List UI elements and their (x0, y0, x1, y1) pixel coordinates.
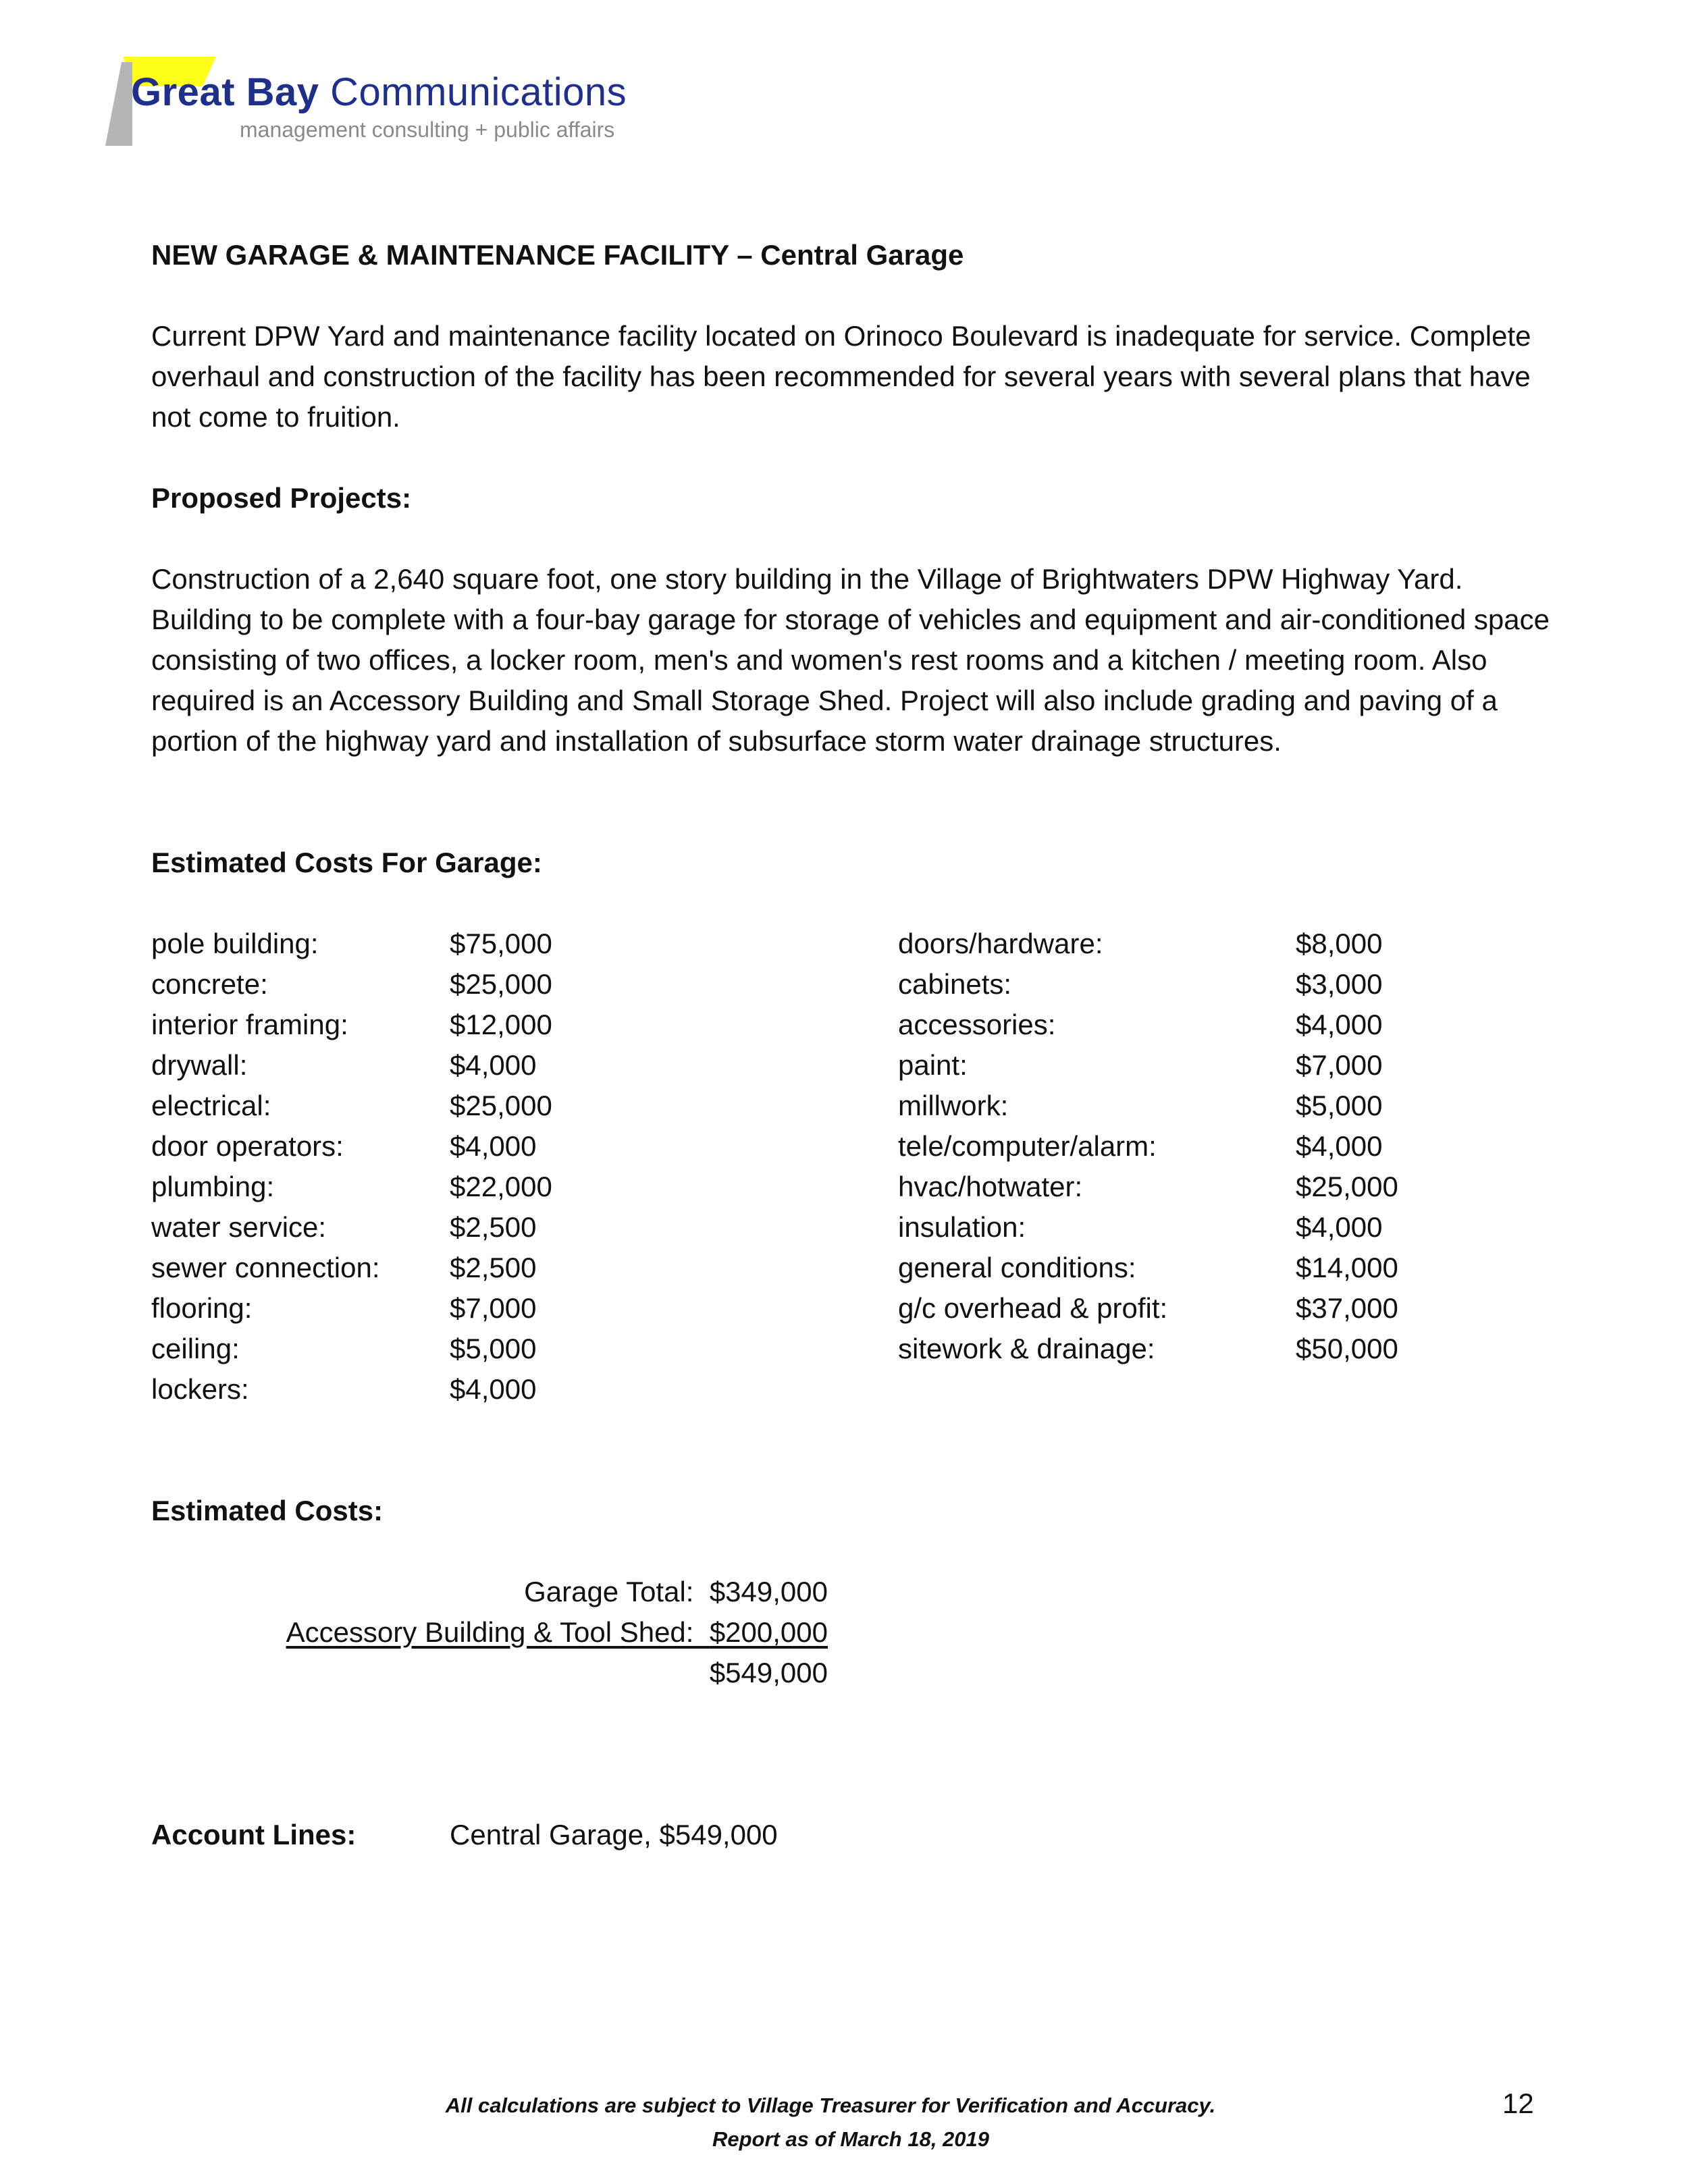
cost-value: $14,000 (1296, 1252, 1398, 1283)
logo-name-rest: Communications (330, 70, 627, 114)
estimated-costs-heading: Estimated Costs: (151, 1495, 384, 1526)
accessory-total-row (0, 1612, 828, 1653)
accessory-total-label: Accessory Building & Tool Shed: (286, 1616, 694, 1648)
page-number: 12 (1502, 2087, 1534, 2119)
cost-label: sewer connection: (151, 1252, 380, 1283)
cost-label: water service: (151, 1211, 327, 1243)
cost-label: pole building: (151, 928, 319, 959)
garage-costs-heading: Estimated Costs For Garage: (151, 847, 542, 878)
cost-label: g/c overhead & profit: (898, 1292, 1168, 1324)
cost-label: cabinets: (898, 968, 1012, 1000)
cost-value: $25,000 (450, 968, 552, 1000)
cost-value: $25,000 (1296, 1171, 1398, 1202)
garage-total-label: Garage Total: (524, 1576, 694, 1607)
cost-label: hvac/hotwater: (898, 1171, 1083, 1202)
cost-value: $7,000 (1296, 1049, 1383, 1081)
cost-value: $75,000 (450, 928, 552, 959)
cost-label: accessories: (898, 1009, 1056, 1040)
proposed-projects-heading: Proposed Projects: (151, 482, 412, 514)
cost-value: $4,000 (450, 1130, 537, 1162)
cost-label: drywall: (151, 1049, 248, 1081)
cost-label: insulation: (898, 1211, 1026, 1243)
intro-paragraph: Current DPW Yard and maintenance facility located on Orinoco Boulevard is inadequate for service. Complete overhaul and construction of the facility has been recommended for several years with several plans that have not come to fruition. (151, 320, 1531, 433)
cost-label: concrete: (151, 968, 268, 1000)
cost-value: $7,000 (450, 1292, 537, 1324)
cost-label: doors/hardware: (898, 928, 1103, 959)
cost-value: $12,000 (450, 1009, 552, 1040)
cost-label: interior framing: (151, 1009, 348, 1040)
cost-value: $37,000 (1296, 1292, 1398, 1324)
footer-disclaimer: All calculations are subject to Village Treasurer for Verification and Accuracy. (445, 2094, 1216, 2117)
cost-label: general conditions: (898, 1252, 1136, 1283)
cost-label: paint: (898, 1049, 968, 1081)
cost-label: tele/computer/alarm: (898, 1130, 1157, 1162)
cost-value: $4,000 (450, 1049, 537, 1081)
cost-value: $2,500 (450, 1211, 537, 1243)
cost-label: ceiling: (151, 1333, 240, 1364)
cost-label: door operators: (151, 1130, 344, 1162)
cost-label: electrical: (151, 1090, 271, 1121)
cost-value: $4,000 (1296, 1130, 1383, 1162)
cost-value: $22,000 (450, 1171, 552, 1202)
logo-name-bold: Great Bay (131, 70, 319, 114)
cost-value: $25,000 (450, 1090, 552, 1121)
cost-value: $5,000 (1296, 1090, 1383, 1121)
cost-value: $5,000 (450, 1333, 537, 1364)
cost-value: $50,000 (1296, 1333, 1398, 1364)
cost-value: $4,000 (1296, 1009, 1383, 1040)
cost-value: $2,500 (450, 1252, 537, 1283)
proposed-projects-paragraph: Construction of a 2,640 square foot, one story building in the Village of Brightwaters DPW Highway Yard. Building to be complete with a four-bay garage for storage of vehicles and equipment and air-conditioned space consisting of two offices, a locker room, men's and women's rest rooms and a kitchen / meeting room. Also required is an Accessory Building and Small Storage Shed. Project will also include grading and paving of a portion of the highway yard and installation of subsurface storm water drainage structures. (151, 563, 1550, 757)
logo-tagline: management consulting + public affairs (240, 117, 615, 142)
cost-value: $4,000 (450, 1373, 537, 1405)
footer-report-date: Report as of March 18, 2019 (712, 2127, 990, 2151)
cost-label: sitework & drainage: (898, 1333, 1155, 1364)
cost-value: $4,000 (1296, 1211, 1383, 1243)
cost-label: plumbing: (151, 1171, 275, 1202)
account-lines-label: Account Lines: (151, 1819, 357, 1850)
cost-label: flooring: (151, 1292, 253, 1324)
account-lines-value: Central Garage, $549,000 (450, 1819, 778, 1850)
garage-total-value: $349,000 (709, 1576, 828, 1607)
page-title: NEW GARAGE & MAINTENANCE FACILITY – Central Garage (151, 239, 964, 271)
cost-label: millwork: (898, 1090, 1009, 1121)
grand-total: $549,000 (709, 1657, 828, 1688)
company-logo (101, 53, 682, 154)
cost-label: lockers: (151, 1373, 249, 1405)
logo-company-name (131, 70, 627, 114)
accessory-total-value: $200,000 (709, 1616, 828, 1648)
cost-value: $3,000 (1296, 968, 1383, 1000)
cost-value: $8,000 (1296, 928, 1383, 959)
garage-total-row (0, 1572, 828, 1612)
